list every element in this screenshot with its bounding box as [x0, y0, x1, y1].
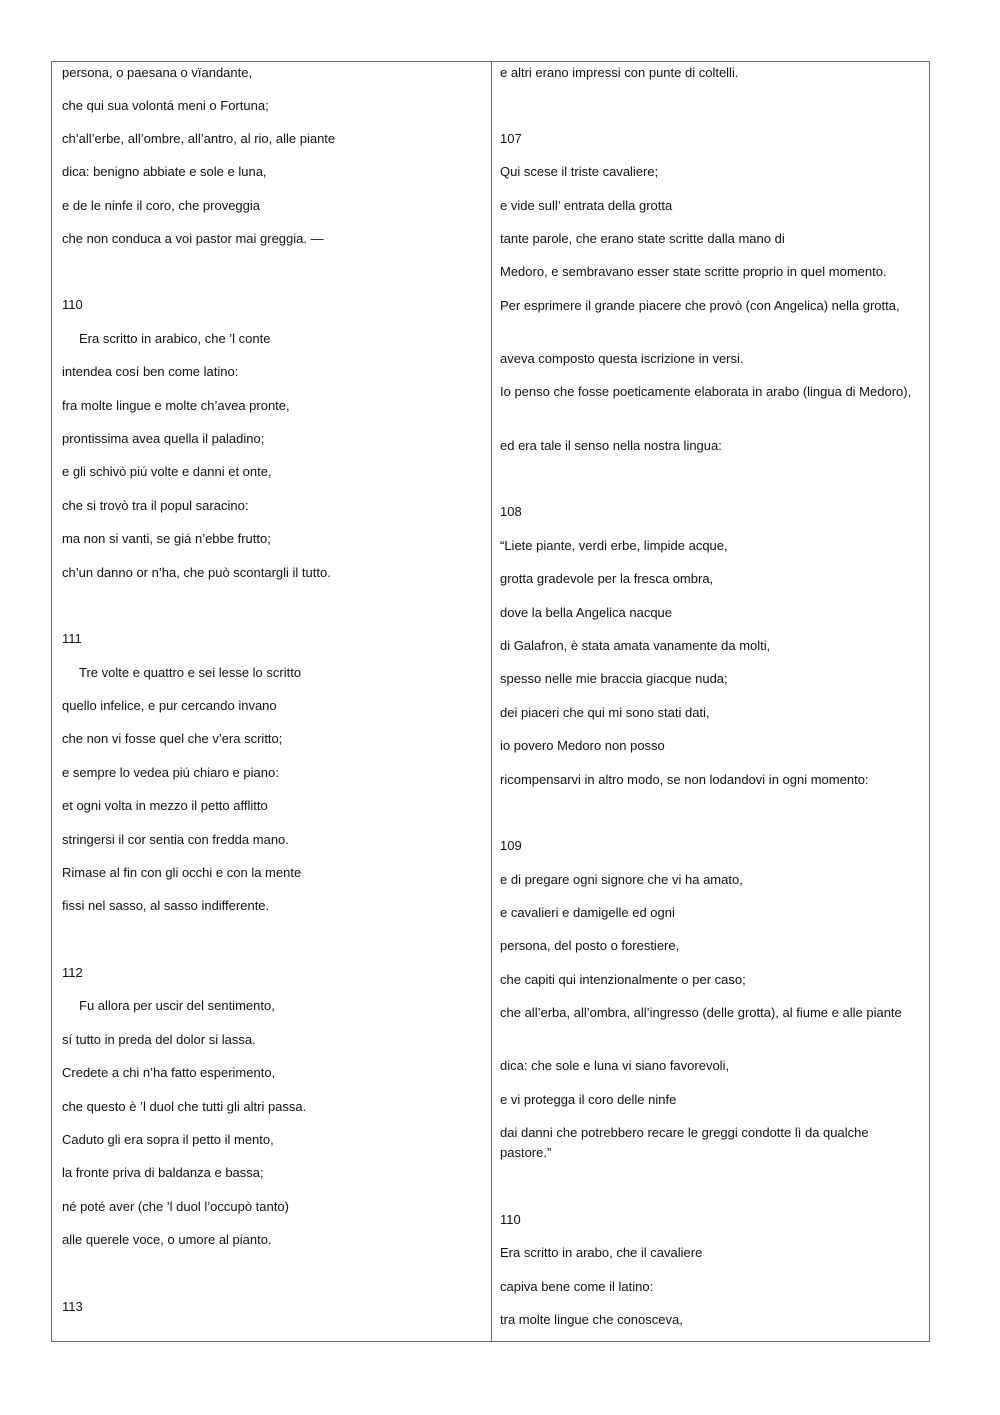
translation-line: dei piaceri che qui mi sono stati dati,: [500, 705, 710, 720]
verse-line: persona, o paesana o vïandante,: [62, 65, 253, 80]
translation-line: persona, del posto o forestiere,: [500, 938, 680, 953]
verse-line: che questo è ’l duol che tutti gli altri passa.: [62, 1099, 307, 1114]
verse-line: fissi nel sasso, al sasso indifferente.: [62, 898, 270, 913]
translation-line: Medoro, e sembravano esser state scritte proprio in quel momento.: [500, 264, 887, 279]
verse-line: e gli schivò piú volte e danni et onte,: [62, 464, 272, 479]
translation-line: “Liete piante, verdi erbe, limpide acque,: [500, 538, 728, 553]
translation-line: dai danni che potrebbero recare le greggi condotte lì da qualche pastore.”: [500, 1125, 869, 1160]
translation-line: e vide sull’ entrata della grotta: [500, 198, 673, 213]
stanza-number: 110: [500, 1212, 521, 1227]
translation-line: e di pregare ogni signore che vi ha amato,: [500, 872, 743, 887]
translation-line: Era scritto in arabo, che il cavaliere: [500, 1245, 703, 1260]
verse-line: la fronte priva di baldanza e bassa;: [62, 1165, 264, 1180]
stanza-number: 109: [500, 838, 522, 853]
verse-line: intendea cosí ben come latino:: [62, 364, 239, 379]
verse-line: che si trovò tra il popul saracino:: [62, 498, 249, 513]
translation-line: e altri erano impressi con punte di coltelli.: [500, 65, 739, 80]
translation-line: grotta gradevole per la fresca ombra,: [500, 571, 714, 586]
translation-line: e cavalieri e damigelle ed ogni: [500, 905, 675, 920]
translation-line: dica: che sole e luna vi siano favorevoli,: [500, 1058, 730, 1073]
translation-line: e vi protegga il coro delle ninfe: [500, 1092, 677, 1107]
stanza-number: 112: [62, 965, 83, 980]
verse-line: ma non si vanti, se giá n’ebbe frutto;: [62, 531, 271, 546]
stanza-number: 107: [500, 131, 522, 146]
verse-line: Caduto gli era sopra il petto il mento,: [62, 1132, 274, 1147]
verse-line: quello infelice, e pur cercando invano: [62, 698, 277, 713]
verse-line: prontissima avea quella il paladino;: [62, 431, 265, 446]
verse-line: alle querele voce, o umore al pianto.: [62, 1232, 272, 1247]
original-text-column: [52, 62, 492, 1341]
text-table: [51, 61, 930, 1342]
verse-line: ch’un danno or n’ha, che può scontargli il tutto.: [62, 565, 331, 580]
verse-line: Tre volte e quattro e sei lesse lo scritto: [79, 665, 302, 680]
translation-line: ricompensarvi in altro modo, se non lodandovi in ogni momento:: [500, 772, 869, 787]
verse-line: stringersi il cor sentia con fredda mano.: [62, 832, 289, 847]
stanza-number: 111: [62, 631, 82, 646]
translation-line: aveva composto questa iscrizione in versi.: [500, 351, 744, 366]
stanza-number: 113: [62, 1299, 83, 1314]
translation-line: tra molte lingue che conosceva,: [500, 1312, 683, 1327]
translation-line: dove la bella Angelica nacque: [500, 605, 673, 620]
verse-line: fra molte lingue e molte ch’avea pronte,: [62, 398, 290, 413]
translation-line: spesso nelle mie braccia giacque nuda;: [500, 671, 728, 686]
verse-line: Credete a chi n’ha fatto esperimento,: [62, 1065, 276, 1080]
translation-line: Io penso che fosse poeticamente elaborata in arabo (lingua di Medoro),: [500, 384, 912, 399]
verse-line: che non vi fosse quel che v’era scritto;: [62, 731, 283, 746]
translation-line: capiva bene come il latino:: [500, 1279, 654, 1294]
translation-line: che all’erba, all’ombra, all’ingresso (delle grotta), al fiume e alle piante: [500, 1005, 902, 1020]
verse-line: Rimase al fin con gli occhi e con la mente: [62, 865, 302, 880]
translation-line: che capiti qui intenzionalmente o per caso;: [500, 972, 746, 987]
stanza-number: 110: [62, 297, 83, 312]
verse-line: ch’all’erbe, all’ombre, all’antro, al rio, alle piante: [62, 131, 336, 146]
stanza-number: 108: [500, 504, 522, 519]
verse-line: che qui sua volontá meni o Fortuna;: [62, 98, 269, 113]
verse-line: et ogni volta in mezzo il petto afflitto: [62, 798, 268, 813]
translation-line: io povero Medoro non posso: [500, 738, 665, 753]
verse-line: dica: benigno abbiate e sole e luna,: [62, 164, 267, 179]
translation-column: [491, 62, 929, 1341]
translation-line: Per esprimere il grande piacere che provò (con Angelica) nella grotta,: [500, 298, 900, 313]
verse-line: sí tutto in preda del dolor si lassa.: [62, 1032, 256, 1047]
verse-line: che non conduca a voi pastor mai greggia. —: [62, 231, 324, 246]
translation-line: ed era tale il senso nella nostra lingua:: [500, 438, 722, 453]
verse-line: Fu allora per uscir del sentimento,: [79, 998, 275, 1013]
verse-line: Era scritto in arabico, che ’l conte: [79, 331, 271, 346]
translation-line: di Galafron, è stata amata vanamente da molti,: [500, 638, 771, 653]
verse-line: e de le ninfe il coro, che proveggia: [62, 198, 261, 213]
verse-line: e sempre lo vedea piú chiaro e piano:: [62, 765, 279, 780]
translation-line: tante parole, che erano state scritte dalla mano di: [500, 231, 785, 246]
verse-line: né poté aver (che ’l duol l’occupò tanto): [62, 1199, 289, 1214]
translation-line: Qui scese il triste cavaliere;: [500, 164, 659, 179]
